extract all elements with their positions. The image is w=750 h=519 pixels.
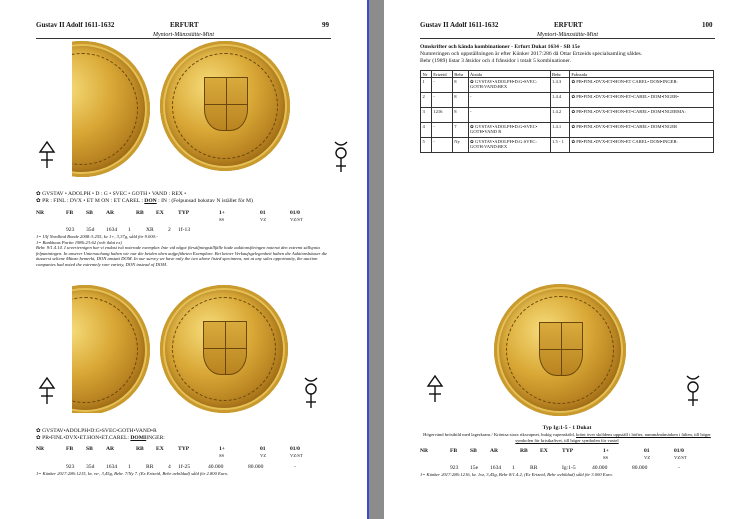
header-title: Gustav II Adolf 1611-1632 — [420, 21, 499, 29]
mercury-symbol-icon — [332, 140, 350, 174]
provenance-notes: 1= Künker 2017:286:1216, kv. 1vz, 3,45g, Behr 8/1.4.2, (Ex Ertzeid, Behr avbildad) såld för 3.000 Euro. — [420, 472, 613, 477]
legend-obverse-1: ✿ GVSTAV • ADOLPH • D : G • SVEC • GOTH • VAND : REX • — [36, 191, 187, 197]
venus-tin-symbol-icon — [38, 376, 56, 406]
type-description: Högervänd bröstbild med lagerkrans / Kröntsa stora riksvapnet, bukig vapensköld, krönt över sköldens uppställ i höfter, nummåmåmärken i fälten, till höger symbolen för kristkaftvet, till höger symbolen för vaxtel — [423, 432, 711, 443]
table-row: 4 - 7 ✿ GVSTAV•ADOLPH•D:G•SVEC• GOTH•VAND R 1.4.1 ✿ PR•FINL•DVX•ET•HON•ET•CAREL• DOM•INGER — [421, 123, 714, 138]
subtitle: Myntort-Münzstätte-Mint — [420, 32, 715, 39]
header-title: Gustav II Adolf 1611-1632 — [36, 21, 115, 29]
mercury-symbol-icon — [684, 374, 702, 408]
section-description: Behr (1989) listar 3 åtsidor och 4 frånsidor i totalt 5 kombinationer. — [420, 58, 572, 64]
legend-reverse-2: ✿ PR•FINL•DVX•ET.HON•ET.CAREL: DOMIINGER: — [36, 435, 165, 441]
section-description: Numreringen och uppställningen är efter Künker 2017:286 då Ottar Ertzeids specialsamling såldes. — [420, 51, 643, 57]
page-number: 100 — [702, 21, 713, 29]
coin-obverse-image-2 — [72, 285, 152, 413]
coin-reverse-image-3 — [494, 284, 626, 416]
header-city: ERFURT — [170, 21, 199, 29]
page-gutter — [369, 0, 384, 519]
combinations-table — [420, 70, 714, 153]
provenance-notes-2: 1= Künker 2017:286:1215, kv. vz-, 3,45g, Behr. 7/Ny 7. (Ex Ertzeid, Behr avbildad) såld för 2.800 Euro. — [36, 471, 229, 476]
table-row: 1 - 8 ✿ GVSTAV•ADOLPH•D:G•SVEC: GOTH:VAND:REX 1.4.3 ✿ PR•FINL•DVX•ET•HON•ET CAREL• DOM•INGER: — [421, 78, 714, 93]
page-number: 99 — [322, 21, 329, 29]
coin-reverse-image-2 — [160, 285, 288, 413]
table-header-row: Nr Ertzeid Behr Åtsida Behr Frånsida — [421, 71, 714, 78]
type-caption: Typ Ig:1-5 - 1 Dukat — [542, 425, 592, 431]
left-page: Gustav II Adolf 1611-1632 ERFURT 99 Myntort-Münzstätte-Mint ✿ GVSTAV • ADOLPH • D : G • SVEC • GOTH • VAND : REX • ✿ PR : FINL : DVX • ET M ON : ET CAREL : DON : IN : (Felpunsad bokstav N istället för M) NR FB SB AR RB EX TYP 1+ 01 01/0 SS VZ VZ/ST 923 35d 1634 1 XR 2 1f-13 1= Ulf Nordlind Bonde 2008:3:255, kv 1+, 3,37g, såld för 9.000:- 1= Bankhaus Partin 1986:23:62 (ovb ildat ex) Behr. 9/1.4.14. I severiernigen har vi endast två noterade exemplar. Inte vid något försäljningstillfälle hade auktionsföringen noterat den extremt sällsynta felpuntningen. In unserer Untersuchung haben wir nur die beiden oben aufgeführten Exemplare. Bei keiner Verkaufsgelegenheit haben die Auktionshäuser die äusserst seltene Münze bemerkt, DON anstatt DOM. In our survey we have only the two above listed specimens, not at any sales opportunity, the auction companies had noted the extremely rare variety, DON instead of DOM. ✿ GVSTAV•ADOLPH•D:G•SVEC•GOTH•VAND•R ✿ PR•FINL•DVX•ET.HON•ET.CAREL: DOMIINGER: NR FB SB AR RB EX TYP 1+ 01 01/0 SS VZ VZ/ST 923 35d 1634 1 RR 4 1f-25 40.000 80.000 - 1= Künker 2017:286:1215, kv. vz-, 3,45g, Behr. 7/Ny 7. (Ex Ertzeid, Behr avbildad) såld för 2.800 Euro. — [0, 0, 369, 519]
legend-obverse-2: ✿ GVSTAV•ADOLPH•D:G•SVEC•GOTH•VAND•R — [36, 428, 157, 434]
coin-reverse-image-1 — [160, 41, 290, 171]
section-title: Omskrifter och kända kombinationer - Erfurt Dukat 1634 - SB 15e — [420, 44, 580, 50]
table-row: 5 - Ny ✿ GVSTAV•ADOLPH•D:G:SVEC: GOTH:VAND:REX 1.5 - 1 ✿ PR•FINL•DVX•ET•HON•ET CAREL• DOM•INGER: — [421, 138, 714, 153]
right-page: Gustav II Adolf 1611-1632 ERFURT 100 Myntort-Münzstätte-Mint Omskrifter och kända kombinationer - Erfurt Dukat 1634 - SB 15e Numreringen och uppställningen är efter Künker 2017:286 då Ottar Ertzeids specialsamling såldes. Behr (1989) listar 3 åtsidor och 4 frånsidor i totalt 5 kombinationer. Nr Ertzeid Behr Åtsida Behr Frånsida 1 - 8 ✿ GVSTAV•ADOLPH•D:G•SVEC: GOTH:VAND:REX 1.4.3 ✿ PR•FINL•DVX•ET•HON•ET CAREL• DOM•INGER: 2 - 8 - 1.4.4 ✿ PR•FINL•DVX•ET•HON•ET•CAREL• DOM•INGER• 3 1216 8 - 1.4.2 ✿ PR•FINL•DVX•ET•HON•ET•CAREL• DOM•INGERMA: 4 - 7 ✿ GVSTAV•ADOLPH•D:G•SVEC• GOTH•VAND R 1.4.1 ✿ PR•FINL•DVX•ET•HON•ET•CAREL• DOM•INGER 5 - Ny ✿ GVSTAV•ADOLPH•D:G:SVEC: GOTH:VAND:REX 1.5 - 1 ✿ PR•FINL•DVX•ET•HON•ET CAREL• DOM•INGER: Typ Ig:1-5 - 1 Dukat Högervänd bröstbild med lagerkrans / Kröntsa stora riksvapnet, bukig vapensköld, krönt över sköldens uppställ i höfter, nummåmåmärken i fälten, till höger symbolen för kristkaftvet, till höger symbolen för vaxtel NR FB SB AR RB EX TYP 1+ 01 01/0 SS VZ VZ/ST 923 15e 1634 1 RR Ig:1-5 40.000 80.000 - 1= Künker 2017:286:1216, kv. 1vz, 3,45g, Behr 8/1.4.2, (Ex Ertzeid, Behr avbildad) såld för 3.000 Euro. — [384, 0, 750, 519]
venus-tin-symbol-icon — [426, 374, 444, 404]
mercury-symbol-icon — [302, 376, 320, 410]
table-row: 3 1216 8 - 1.4.2 ✿ PR•FINL•DVX•ET•HON•ET•CAREL• DOM•INGERMA: — [421, 108, 714, 123]
venus-tin-symbol-icon — [38, 140, 56, 170]
provenance-notes-1: 1= Ulf Nordlind Bonde 2008:3:255, kv 1+, 3,37g, såld för 9.000:- 1= Bankhaus Partin 1986:23:62 (ovb ildat ex) Behr. 9/1.4.14. I severiernigen har vi endast två noterade exemplar. Inte vid något försäljningstillfälle hade auktionsföringen noterat den extremt sällsynta felpuntningen. In unserer Untersuchung haben wir nur die beiden oben aufgeführten Exemplare. Bei keiner Verkaufsgelegenheit haben die Auktionshäuser die äusserst seltene Münze bemerkt, DON anstatt DOM. In our survey we have only the two above listed specimens, not at any sales opportunity, the auction companies had noted the extremely rare variety, DON instead of DOM. — [36, 234, 328, 267]
header-city: ERFURT — [554, 21, 583, 29]
legend-reverse-1: ✿ PR : FINL : DVX • ET M ON : ET CAREL : DON : IN : (Felpunsad bokstav N istället för M) — [36, 198, 253, 204]
table-row: 2 - 8 - 1.4.4 ✿ PR•FINL•DVX•ET•HON•ET•CAREL• DOM•INGER• — [421, 93, 714, 108]
subtitle: Myntort-Münzstätte-Mint — [36, 32, 331, 39]
coin-obverse-image-1 — [72, 41, 152, 177]
